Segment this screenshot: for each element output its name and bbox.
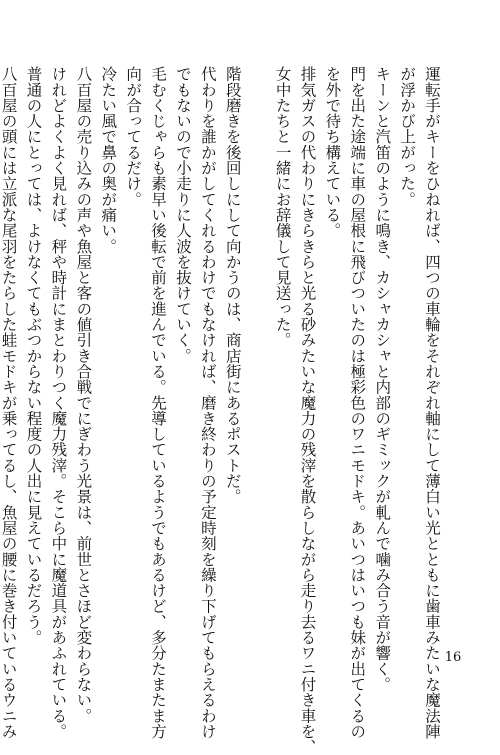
text-line: 普通の人にとっては、よけなくてもぶつからない程度の人出に見えているだろう。 [24,66,43,646]
text-line: 代わりを誰かがしてくれるわけでもなければ、磨き終わりの予定時刻を繰り下げてもらえるわけ [198,66,217,739]
text-line: 女中たちと一緒にお辞儀して見送った。 [273,66,292,348]
text-line: キーンと汽笛のように鳴き、カシャカシャと内部のギミックが軋んで噛み合う音が響く。 [373,66,392,692]
text-line: けれどよくよく見れば、秤や時計にまとわりつく魔力残滓。そこら中に魔道具があふれている。 [49,66,68,739]
text-line: が浮かび上がった。 [398,66,417,207]
text-line: 毛むくじゃらも素早い後転で前を進んでいる。先導しているようでもあるけど、多分たまたま方 [149,66,168,739]
text-line: 排気ガスの代わりにきらきらと光る砂みたいな魔力の残滓を散らしながら走り去るワニ付き車を、 [298,66,317,755]
text-line: 八百屋の売り込みの声や魚屋と客の値引き合戦でにぎわう光景は、前世とさほど変わらない。 [74,66,93,724]
text-line: 向が合ってるだけ。 [124,66,143,207]
text-line: を外で待ち構えている。 [323,66,342,239]
text-line: でもないので小走りに人波を抜けていく。 [173,66,192,364]
text-line: 階段磨きを後回しにして向かうのは、商店街にあるポストだ。 [223,66,242,505]
text-line: 運転手がキーをひねれば、四つの車輪をそれぞれ軸にして薄白い光とともに歯車みたいな魔法陣 [423,66,441,739]
text-line: 門を出た途端に車の屋根に飛びついたのは極彩色のワニモドキ。あいつはいつも妹が出てくるの [348,66,367,739]
text-line: 八百屋の頭には立派な尾羽をたらした蛙モドキが乗ってるし、魚屋の腰に巻き付いているウニみ [0,66,18,739]
text-line: 冷たい風で鼻の奥が痛い。 [99,66,118,254]
page-number: 16 [444,650,462,665]
blank-line [245,66,270,621]
vertical-text-body [0,66,444,755]
